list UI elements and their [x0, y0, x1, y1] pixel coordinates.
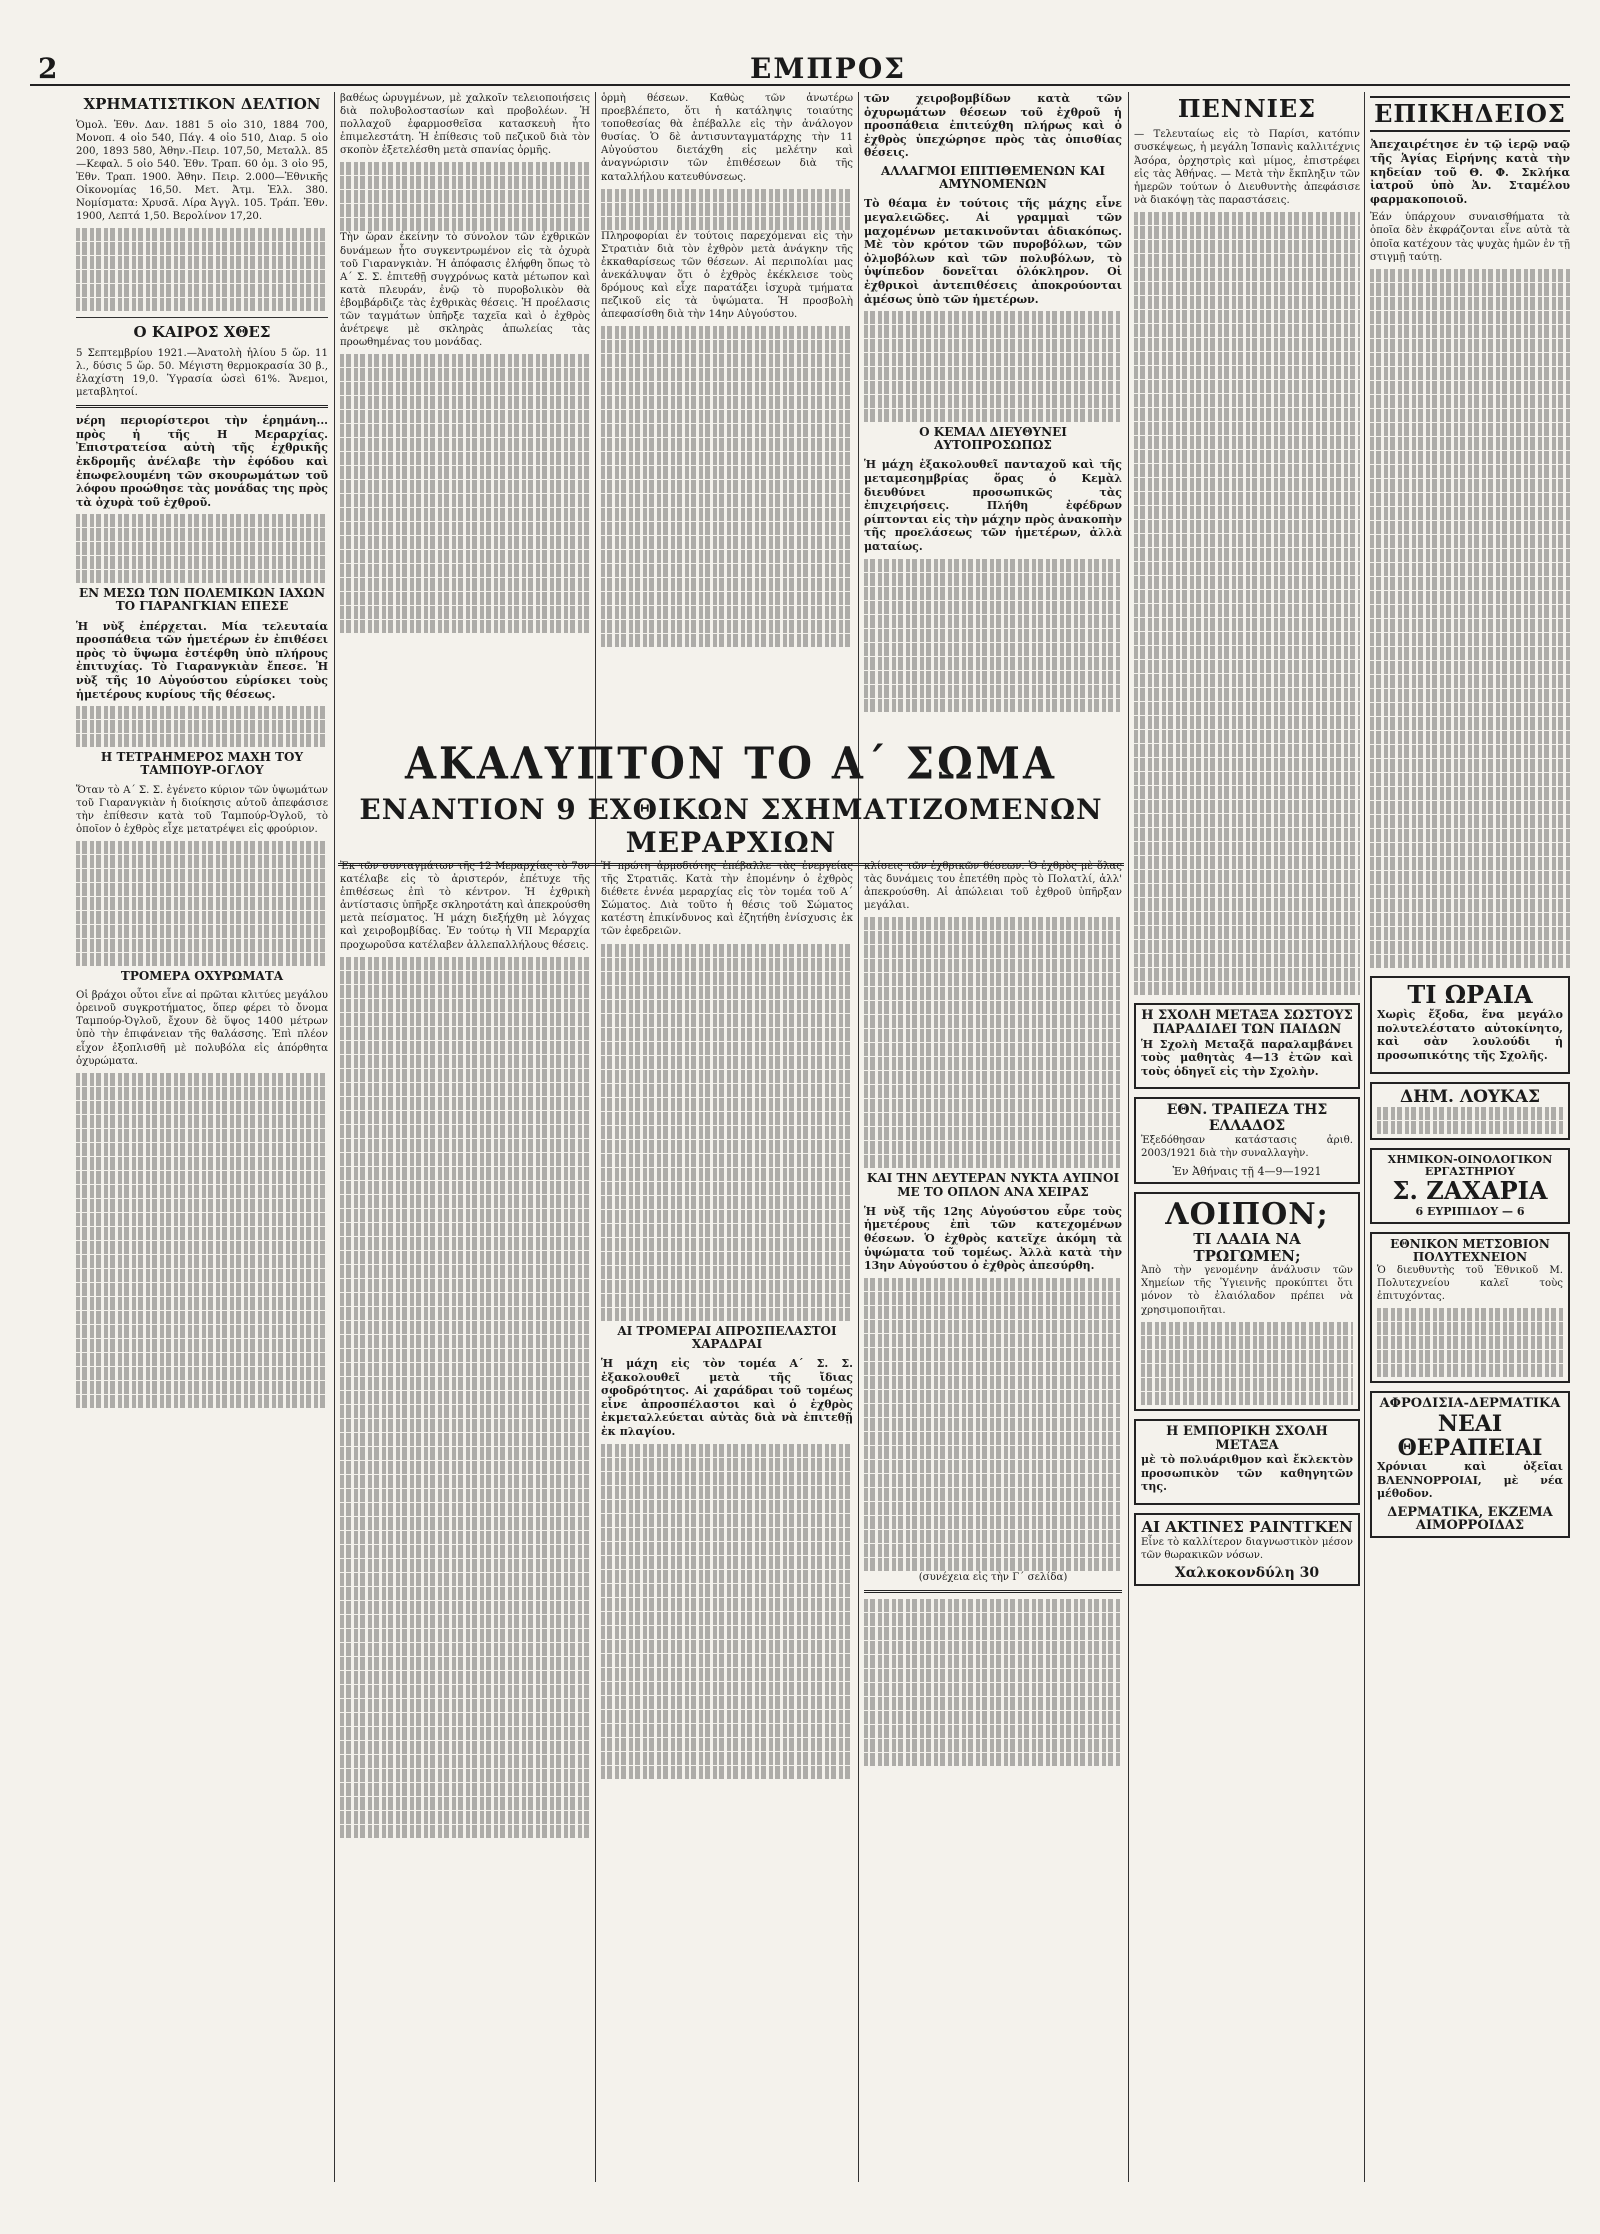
loukas-ad [1370, 1082, 1570, 1141]
weather-text: 5 Σεπτεμβρίου 1921.—Ἀνατολὴ ἡλίου 5 ὥρ. 11 λ., δύσις 5 ὥρ. 50. Μέγιστη θερμοκρασία 30 β., ἐλαχίστη 19,0. Ὑγρασία ὡσεὶ 61%. Ἄνεμοι, μεταβλητοί. [76, 347, 328, 399]
ti-oraia-ad [1370, 976, 1570, 1074]
school-ad [1134, 1003, 1360, 1089]
chem-lab-ad [1370, 1148, 1570, 1224]
feature-text: Ἡ νὺξ ἐπέρχεται. Μία τελευταία προσπάθεια τῶν ἡμετέρων ἐν ἐπιθέσει πρὸς τὸ ὕψωμα ἐστέφθη ὑπὸ πλήρους ἐπιτυχίας. Τὸ Γιαρανγκιὰν ἔπεσε. Ἡ νὺξ τῆς 10 Αὐγούστου εὑρίσκει τοὺς ἡμετέρους κυρίους τῆς θέσεως. [76, 619, 328, 701]
continued-note: (συνέχεια εἰς τὴν Γ΄ σελίδα) [918, 1571, 1068, 1583]
xray-ad-title: ΑΙ ΑΚΤΙΝΕΣ ΡΑΙΝΤΓΚΕΝ [1141, 1518, 1353, 1537]
forts-headline: ΤΡΟΜΕΡΑ ΟΧΥΡΩΜΑΤΑ [120, 968, 284, 983]
polytechnic-title: ΕΘΝΙΚΟΝ ΜΕΤΣΟΒΙΟΝ ΠΟΛΥΤΕΧΝΕΙΟΝ [1390, 1236, 1550, 1264]
lower-c4-text2: Ἡ νὺξ τῆς 12ης Αὐγούστου εὗρε τοὺς ἡμετέρους ἐπὶ τῶν κατεχομένων θέσεων. Ὁ ἐχθρὸς κατεῖχε ἀκόμη τὰ ὑψώματα τοῦ τομέως. Ἀλλὰ κατὰ τὴν 13ην Αὐγούστου ὁ ἐχθρὸς ἀπεσύρθη. [864, 1204, 1122, 1273]
kemal-headline: Ο ΚΕΜΑΛ ΔΙΕΥΘΥΝΕΙ ΑΥΤΟΠΡΟΣΩΠΩΣ [919, 425, 1067, 453]
col2-top-text: βαθέως ὠρυγμένων, μὲ χαλκοῖν τελειοποιήσεις διὰ πολυβολοστασίων καὶ προβολέων. Ἡ πολλαχοῦ ἐφαρμοσθεῖσα κατασκευὴ ἦτο ἐπιμελεστάτη. Ἡ ἐπίθεσις τοῦ πεζικοῦ διὰ τὸν σκοπὸν ἐξετελέσθη μετὰ σπανίας ὁρμῆς. [340, 93, 590, 157]
night-headline: ΚΑΙ ΤΗΝ ΔΕΥΤΕΡΑΝ ΝΥΚΤΑ ΑΥΠΝΟΙ ΜΕ ΤΟ ΟΠΛΟΝ ΑΝΑ ΧΕΙΡΑΣ [866, 1171, 1120, 1199]
column-4-top [864, 92, 1122, 732]
column-5 [1134, 92, 1360, 2172]
oils-ad [1134, 1192, 1360, 1410]
ti-oraia-text: Χωρὶς ἔξοδα, ἕνα μεγάλο πολυτελέστατο αὐτοκίνητο, καὶ σὰν λουλούδι ἡ προσωπικότης τῆς Σχολῆς. [1377, 1008, 1563, 1062]
column-2-lower [340, 860, 590, 2180]
ravines-headline: ΑΙ ΤΡΟΜΕΡΑΙ ΑΠΡΟΣΠΕΛΑΣΤΟΙ ΧΑΡΑΔΡΑΙ [617, 1323, 837, 1351]
merchant-school-ad [1134, 1419, 1360, 1505]
polytechnic-ad [1370, 1232, 1570, 1384]
col3-mid-text: Πληροφορίαι ἐν τούτοις παρεχόμεναι εἰς τὴν Στρατιὰν διὰ τὸν ἐχθρὸν μετὰ ἀνάγκην τῆς ἐκκαθαρίσεως τῶν θέσεων. Αἱ περιπολίαι μας ἀνεκάλυψαν ὅτι ὁ ἐχθρὸς ἐκέκλεισε τοὺς δρόμους καὶ εἶχε παρατάξει ἰσχυρὰ τμήματα πεζικοῦ εἰς τὰ ὑψώματα. Ἡ προσβολὴ ἀπεφασίσθη διὰ τὴν 14ην Αὐγούστου. [601, 230, 853, 321]
polytechnic-text: Ὁ διευθυντὴς τοῦ Ἐθνικοῦ Μ. Πολυτεχνείου καλεῖ τοὺς ἐπιτυχόντας. [1377, 1265, 1563, 1303]
forts-text: Οἱ βράχοι οὗτοι εἶνε αἱ πρῶται κλιτύες μεγάλου ὀρεινοῦ συγκροτήματος, ὅπερ φέρει τὸ ὄνομα Ταμπούρ-Ὀγλοῦ, ἔχουν δὲ ὕψος 1400 μέτρων ὑπὸ τὴν ἐπιφάνειαν τῆς θαλάσσης. Ἐπὶ πλέον εἶχον ἐξοπλισθῆ μὲ πολυβόλα εἰς ἀπόρθητα ὀχυρώματα. [76, 990, 328, 1067]
school-ad-text: Ἡ Σχολὴ Μεταξᾶ παραλαμβάνει τοὺς μαθητὰς 4—13 ἐτῶν καὶ τοὺς ὁδηγεῖ εἰς τὴν Σχολὴν. [1141, 1037, 1353, 1078]
clinic-sub: ΔΕΡΜΑΤΙΚΑ, ΕΚΖΕΜΑ [1387, 1504, 1553, 1520]
oils-ad-loipon: ΛΟΙΠΟΝ; [1165, 1197, 1329, 1233]
oils-ad-text: Ἀπὸ τὴν γενομένην ἀνάλυσιν τῶν Χημείων τῆς Ὑγιεινῆς προκύπτει ὅτι μόνον τὸ ἐλαιόλαδον πρέπει νὰ χρησιμοποιῆται. [1141, 1265, 1353, 1316]
kemal-text: Ἡ μάχη ἐξακολουθεῖ πανταχοῦ καὶ τῆς μεταμεσημβρίας ὅρας ὁ Κεμὰλ διευθύνει προσωπικῶς τὰς ἐπιχειρήσεις. Πλήθη ἐφέδρων ρίπτονται εἰς τὴν μάχην πρὸς ἀνακοπὴν τῆς προελάσεως τῶν ἡμετέρων, ἀλλὰ ματαίως. [864, 458, 1122, 554]
banner-subtitle: ΕΝΑΝΤΙΟΝ 9 ΕΧΘΙΚΩΝ ΣΧΗΜΑΤΙΖΟΜΕΝΩΝ ΜΕΡΑΡΧΙΩΝ [338, 793, 1124, 866]
ti-oraia-title: ΤΙ ΩΡΑΙΑ [1407, 979, 1533, 1009]
column-rule [1364, 92, 1365, 2182]
clinic-ad [1370, 1391, 1570, 1537]
chem-lab-name: Σ. ΖΑΧΑΡΙΑ [1392, 1176, 1548, 1206]
xray-ad [1134, 1513, 1360, 1586]
bank-ad-date: Ἐν Ἀθήναις τῇ 4—9—1921 [1172, 1165, 1322, 1179]
market-text: Ὁμολ. Ἐθν. Δαν. 1881 5 οἰο 310, 1884 700, Μονοπ. 4 οἰο 540, Πάγ. 4 οἰο 510, Διαρ. 5 οἰο 200, 1893 580, Ἀθην.-Πειρ. 107,50, Μεταλλ. 85—Κεφαλ. 5 οἰο 540. Ἐθν. Τραπ. 60 ὁμ. 3 οἰο 95, Ἐθν. Τραπ. 1900. Ἀθην. Πειρ. 2.000—Ἐθνικῆς Οἰκονομίας 16,50. Μετ. Ἀτμ. Ἑλλ. 380. Νομίσματα: Χρυσᾶ. Λίρα Ἀγγλ. 105. Τράπ. Ἐθν. 1900, Λεπτά 1,50. Βερολίνον 17,20. [76, 119, 328, 223]
column-1 [76, 92, 328, 2172]
page-number: 2 [38, 52, 58, 85]
lower-c2-text: Ἐκ τῶν συνταγμάτων τῆς 12 Μεραρχίας τὸ 7ον κατέλαβε εἰς τὸ ἀριστερόν, ἐπέτυχε τῆς ἐπιθέσεως ἐπὶ τὸ κέντρον. Ἡ ἐχθρικὴ ἀντίστασις ὑπῆρξε σκληροτάτη καὶ ἀπεκρούσθη μετὰ πείσματος. Ἡ μάχη διεξήχθη μὲ λόγχας καὶ χειροβομβίδας. Ἐν τούτῳ ἡ VII Μεραρχία προχωροῦσα κατέλαβεν ἀλλεπαλλήλους θέσεις. [340, 861, 590, 951]
column-4-lower [864, 860, 1122, 2180]
col2-mid-text: Τὴν ὥραν ἐκείνην τὸ σύνολον τῶν ἐχθρικῶν δυνάμεων ἦτο συγκεντρωμένον εἰς τὰ ὀχυρὰ τοῦ Γιαρανγκιὰν. Ἡ ἀπόφασις ἐλήφθη ὅπως τὸ Α΄ Σ. Σ. ἐπιτεθῇ συγχρόνως κατὰ μέτωπον καὶ κατὰ πλευράν, ἐνῷ τὸ πυροβολικὸν θὰ ἐβομβάρδιζε τὰς ἐχθρικὰς θέσεις. Ἡ προέλασις τῶν ταγμάτων ὑπῆρξε ταχεῖα καὶ ὁ ἐχθρὸς ἀνέτρεψε μὲ σκληρὰς ἀπωλείας τὰς προωθημένας του μονάδας. [340, 232, 590, 349]
school-ad-title: Η ΣΧΟΛΗ ΜΕΤΑΞΑ ΣΩΣΤΟΥΣ ΠΑΡΑΔΙΔΕΙ ΤΩΝ ΠΑΙΔΩΝ [1141, 1007, 1353, 1038]
funeral-text: Ἐάν ὑπάρχουν συναισθήματα τὰ ὁποῖα δὲν ἐκφράζονται εἶνε αὐτὰ τὰ ὁποῖα κατέχουν τὰς ψυχὰς ἡμῶν ἐν τῇ στιγμῇ ταύτῃ. [1370, 212, 1570, 263]
xray-ad-text: Εἶνε τὸ καλλίτερον διαγνωστικὸν μέσον τῶν θωρακικῶν νόσων. [1141, 1536, 1353, 1561]
clinic-title: ΑΦΡΟΔΙΣΙΑ-ΔΕΡΜΑΤΙΚΑ [1379, 1396, 1561, 1412]
column-rule [858, 92, 859, 2182]
bank-ad-title: ΕΘΝ. ΤΡΑΠΕΖΑ ΤΗΣ ΕΛΛΑΔΟΣ [1166, 1102, 1328, 1134]
weather-headline: Ο ΚΑΙΡΟΣ ΧΘΕΣ [133, 323, 271, 342]
funeral-intro: Ἀπεχαιρέτησε ἐν τῷ ἱερῷ ναῷ τῆς Ἁγίας Εἰρήνης κατὰ τὴν κηδείαν τοῦ Θ. Φ. Σκλήκα ἰατροῦ ὑπὸ Ἀν. Σταμέλου φαρμακοποιοῦ. [1370, 138, 1570, 206]
banner-headline [338, 737, 1124, 866]
lower-c4-text: κλίσεις τῶν ἐχθρικῶν θέσεων. Ὁ ἐχθρὸς μὲ ὅλας τὰς δυνάμεις του ἐπετέθη πρὸς τὸ Πολατλί, ἀλλ' ἀπεκρούσθη. Αἱ ἀπώλειαι τοῦ ἐχθροῦ ὑπῆρξαν μεγάλαι. [864, 861, 1122, 912]
loukas-ad-title: ΔΗΜ. ΛΟΥΚΑΣ [1399, 1086, 1541, 1107]
column-3-top [601, 92, 853, 732]
battle-text: Ὅταν τὸ Α΄ Σ. Σ. ἐγένετο κύριον τῶν ὑψωμάτων τοῦ Γιαρανγκιὰν ἡ διοίκησις αὐτοῦ ἀπεφάσισε τὴν ἐπίθεσιν κατὰ τοῦ Ταμπούρ-Ὀγλοῦ, τὸ ὁποῖον ὁ ἐχθρὸς εἶχε μετατρέψει εἰς φρούριον. [76, 784, 328, 835]
banner-title: ΑΚΑΛΥΠΤΟΝ ΤΟ Α΄ ΣΩΜΑ [405, 737, 1057, 790]
masthead [30, 52, 1570, 86]
funeral-headline: ΕΠΙΚΗΔΕΙΟΣ [1370, 96, 1570, 132]
column-rule [334, 92, 335, 2182]
lead-text: νέρη περιορίστεροι τὴν ἑρημάνη... πρὸς ἡ τῆς Η Μεραρχίας. Ἐπιστρατείσα αὐτὴ τῆς ἐχθρικῆς ἐκδρομῆς ἀνέλαβε τὴν ἐφόδου καὶ ἐπωφελουμένη τῶν σκουρωμάτων τοῦ λόφου προώθησε τὰς μονάδας της πρὸς τὰ ὀχυρὰ τοῦ ἐχθροῦ. [76, 414, 328, 509]
paper-name: ΕΜΠΡΟΣ [750, 52, 907, 85]
lower-c3-text: Ἡ πρώτη ἀρμοδιότης ἐπέβαλλε τὰς ἐνεργείας τῆς Στρατιᾶς. Κατὰ τὴν ἑπομένην ὁ ἐχθρὸς διέθετε ἐννέα μεραρχίας εἰς τὸν τομέα τοῦ Α΄ Σώματος. Διὰ τοῦτο ἡ θέσις τοῦ Σώματος κατέστη ἐπικίνδυνος καὶ ἐζητήθη ἐνίσχυσις ἐκ τῶν ἐφεδρειῶν. [601, 861, 853, 938]
clinic-main: ΝΕΑΙ ΘΕΡΑΠΕΙΑΙ [1397, 1410, 1543, 1461]
clinic-sub2: ΑΙΜΟΡΡΟΙΔΑΣ [1415, 1517, 1525, 1533]
col4-top-text: τῶν χειροβομβίδων κατὰ τῶν ὀχυρωμάτων θέσεων τοῦ ἐχθροῦ ἡ προσπάθεια ἐπιτεύχθη πλήρως καὶ ὁ ἐχθρὸς ὑπεχώρησε πρὸς τὰς ὀπισθίας θέσεις. [864, 92, 1122, 160]
merchant-ad-text: μὲ τὸ πολυάριθμον καὶ ἔκλεκτὸν προσωπικὸν τῶν καθηγητῶν της. [1141, 1453, 1353, 1494]
merchant-ad-title: Η ΕΜΠΟΡΙΚΗ ΣΧΟΛΗ ΜΕΤΑΞΑ [1166, 1423, 1328, 1453]
column-rule [1128, 92, 1129, 2182]
xray-ad-address: Χαλκοκονδύλη 30 [1174, 1564, 1320, 1581]
chem-lab-title: ΧΗΜΙΚΟΝ-ΟΙΝΟΛΟΓΙΚΟΝ ΕΡΓΑΣΤΗΡΙΟΥ [1387, 1153, 1553, 1179]
bank-ad [1134, 1097, 1360, 1184]
column-2-top [340, 92, 590, 732]
news-text: — Τελευταίως εἰς τὸ Παρίσι, κατόπιν συσκέψεως, ἡ μεγάλη Ἰσπανὶς καλλιτέχνις Ἀσόρα, ὀρχηστρὶς καὶ μίμος, ἐπιστρέφει εἰς τὰς Ἀθήνας. — Μετὰ τὴν ἔκπληξιν τῶν ἡμερῶν τούτων ὁ Διευθυντὴς ἀπεφάσισε νὰ διακόψῃ τὰς παραστάσεις. [1134, 129, 1360, 206]
chem-lab-address: 6 ΕΥΡΙΠΙΔΟΥ — 6 [1415, 1204, 1525, 1218]
feature-headline: ΕΝ ΜΕΣΩ ΤΩΝ ΠΟΛΕΜΙΚΩΝ ΙΑΧΩΝ ΤΟ ΓΙΑΡΑΝΓΚΙΑΝ ΕΠΕΣΕ [78, 586, 326, 614]
oils-ad-question: ΤΙ ΛΑΔΙΑ ΝΑ ΤΡΩΓΩΜΕΝ; [1193, 1230, 1301, 1265]
news-headline: ΠΕΝΝΙΕΣ [1177, 94, 1317, 123]
col3-top-text: ὁρμὴ θέσεων. Καθὼς τῶν ἀνωτέρω προεβλέπετο, ὅτι ἡ κατάληψις τοιαύτης τοποθεσίας θὰ ἐπέβαλλε εἰς τὴν ἀνάλογον θυσίας. Ὁ δὲ ἀντισυνταγματάρχης τὴν 11 Αὐγούστου διετάχθη εἰς μελέτην καὶ ἀναγνώρισιν τῶν ἐπιθέσεων διὰ τῆς καταλλήλου κατευθύνσεως. [601, 93, 853, 183]
bank-ad-text: Ἐξεδόθησαν κατάστασις ἀριθ. 2003/1921 διὰ τὴν συναλλαγὴν. [1141, 1135, 1353, 1160]
swap-text: Τὸ θέαμα ἐν τούτοις τῆς μάχης εἶνε μεγαλειῶδες. Αἱ γραμμαὶ τῶν μαχομένων μετακινοῦνται ἀδιακόπως. Μὲ τὸν κρότον τῶν πυροβόλων, τῶν ὀλμοβόλων καὶ τῶν πολυβόλων, τὸ ὑψίπεδον δονεῖται ὁλόκληρον. Οἱ ἐχθρικοὶ ἀντεπιθέσεις ἀποκρούονται ἀμέσως ὑπὸ τῶν ἡμετέρων. [864, 197, 1122, 306]
column-rule [595, 92, 596, 2182]
column-6 [1370, 92, 1570, 2172]
column-3-lower [601, 860, 853, 2180]
swap-headline: ΑΛΛΑΓΜΟΙ ΕΠΙΤΙΘΕΜΕΝΩΝ ΚΑΙ ΑΜΥΝΟΜΕΝΩΝ [880, 163, 1106, 192]
market-headline: ΧΡΗΜΑΤΙΣΤΙΚΟΝ ΔΕΛΤΙΟΝ [83, 95, 321, 113]
battle-headline: Η ΤΕΤΡΑΗΜΕΡΟΣ ΜΑΧΗ ΤΟΥ ΤΑΜΠΟΥΡ-ΟΓΛΟΥ [100, 750, 304, 778]
clinic-text: Χρόνιαι καὶ ὀξεῖαι ΒΛΕΝΝΟΡΡΟΙΑΙ, μὲ νέα μέθοδον. [1377, 1460, 1563, 1501]
lower-c3-text2: Ἡ μάχη εἰς τὸν τομέα Α΄ Σ. Σ. ἐξακολουθεῖ μετὰ τῆς ἴδιας σφοδρότητος. Αἱ χαράδραι τοῦ τομέως εἶνε ἀπροσπέλαστοι καὶ ὁ ἐχθρὸς ἐκμεταλλεύεται αὐτὰς διὰ νὰ ἐπιτεθῇ ἐκ πλαγίου. [601, 1356, 853, 1438]
